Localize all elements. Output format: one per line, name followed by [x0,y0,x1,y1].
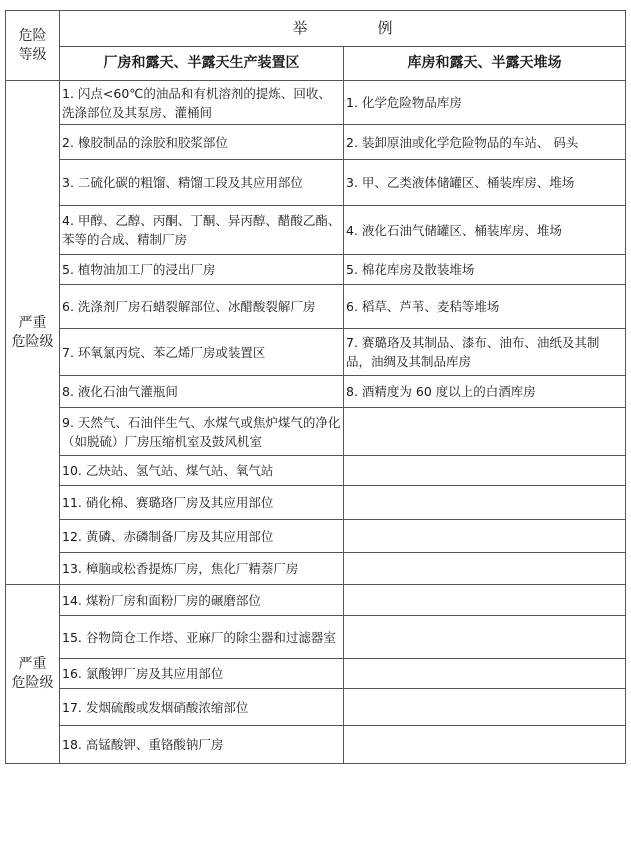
production-example-cell: 1. 闪点<60℃的油品和有机溶剂的提炼、回收、洗涤部位及其泵房、灌桶间 [60,81,344,125]
storage-example-cell [344,689,626,726]
production-example-cell: 10. 乙炔站、氢气站、煤气站、氧气站 [60,456,344,486]
storage-example-cell [344,726,626,764]
storage-example-cell [344,553,626,585]
hazard-level-header: 危险 等级 [6,11,60,81]
table-row [6,81,626,125]
table-row [6,616,626,659]
storage-example-cell [344,585,626,616]
hazard-level-cell: 严重 危险级 [6,585,60,764]
storage-example-cell [344,659,626,689]
table-row [6,160,626,206]
production-example-cell: 2. 橡胶制品的涂胶和胶浆部位 [60,125,344,160]
storage-example-cell [344,616,626,659]
production-example-cell: 12. 黄磷、赤磷制备厂房及其应用部位 [60,520,344,553]
production-example-cell: 16. 氯酸钾厂房及其应用部位 [60,659,344,689]
table-row [6,255,626,285]
storage-example-cell: 2. 装卸原油或化学危险物品的车站、 码头 [344,125,626,160]
storage-column-header: 库房和露天、半露天堆场 [344,47,626,81]
table-row [6,456,626,486]
table-row [6,125,626,160]
storage-example-cell [344,520,626,553]
hazard-level-cell: 严重 危险级 [6,81,60,585]
table-row [6,376,626,408]
production-example-cell: 11. 硝化棉、赛璐珞厂房及其应用部位 [60,486,344,520]
production-example-cell: 15. 谷物筒仓工作塔、亚麻厂的除尘器和过滤器室 [60,616,344,659]
table-row [6,689,626,726]
production-example-cell: 17. 发烟硫酸或发烟硝酸浓缩部位 [60,689,344,726]
storage-example-cell: 4. 液化石油气储罐区、桶装库房、堆场 [344,206,626,255]
production-example-cell: 3. 二硫化碳的粗馏、精馏工段及其应用部位 [60,160,344,206]
production-example-cell: 7. 环氧氯丙烷、苯乙烯厂房或装置区 [60,329,344,376]
storage-example-cell: 5. 棉花库房及散装堆场 [344,255,626,285]
storage-example-cell: 8. 酒精度为 60 度以上的白酒库房 [344,376,626,408]
table-row [6,408,626,456]
production-example-cell: 13. 樟脑或松香提炼厂房，焦化厂精萘厂房 [60,553,344,585]
production-example-cell: 8. 液化石油气灌瓶间 [60,376,344,408]
examples-header-part2: 例 [377,19,393,37]
table-row [6,486,626,520]
production-example-cell: 6. 洗涤剂厂房石蜡裂解部位、冰醋酸裂解厂房 [60,285,344,329]
storage-example-cell: 3. 甲、乙类液体储罐区、桶装库房、堆场 [344,160,626,206]
production-example-cell: 14. 煤粉厂房和面粉厂房的碾磨部位 [60,585,344,616]
table-row [6,659,626,689]
production-example-cell: 18. 高锰酸钾、重铬酸钠厂房 [60,726,344,764]
production-example-cell: 4. 甲醇、乙醇、丙酮、丁酮、异丙醇、醋酸乙酯、苯等的合成、精制厂房 [60,206,344,255]
storage-example-cell: 6. 稻草、芦苇、麦秸等堆场 [344,285,626,329]
storage-example-cell [344,486,626,520]
table-body [6,81,626,764]
production-example-cell: 5. 植物油加工厂的浸出厂房 [60,255,344,285]
examples-header-part1: 举 [292,19,308,37]
storage-example-cell [344,408,626,456]
table-row [6,520,626,553]
table-row [6,585,626,616]
table-row [6,726,626,764]
table-row [6,553,626,585]
production-column-header: 厂房和露天、半露天生产装置区 [60,47,344,81]
storage-example-cell: 7. 赛璐珞及其制品、漆布、油布、油纸及其制品，油绸及其制品库房 [344,329,626,376]
examples-header [60,11,626,47]
table-row [6,329,626,376]
production-example-cell: 9. 天然气、石油伴生气、水煤气或焦炉煤气的净化（如脱硫）厂房压缩机室及鼓风机室 [60,408,344,456]
storage-example-cell [344,456,626,486]
hazard-classification-table [5,10,626,764]
table-row [6,285,626,329]
table-row [6,206,626,255]
storage-example-cell: 1. 化学危险物品库房 [344,81,626,125]
